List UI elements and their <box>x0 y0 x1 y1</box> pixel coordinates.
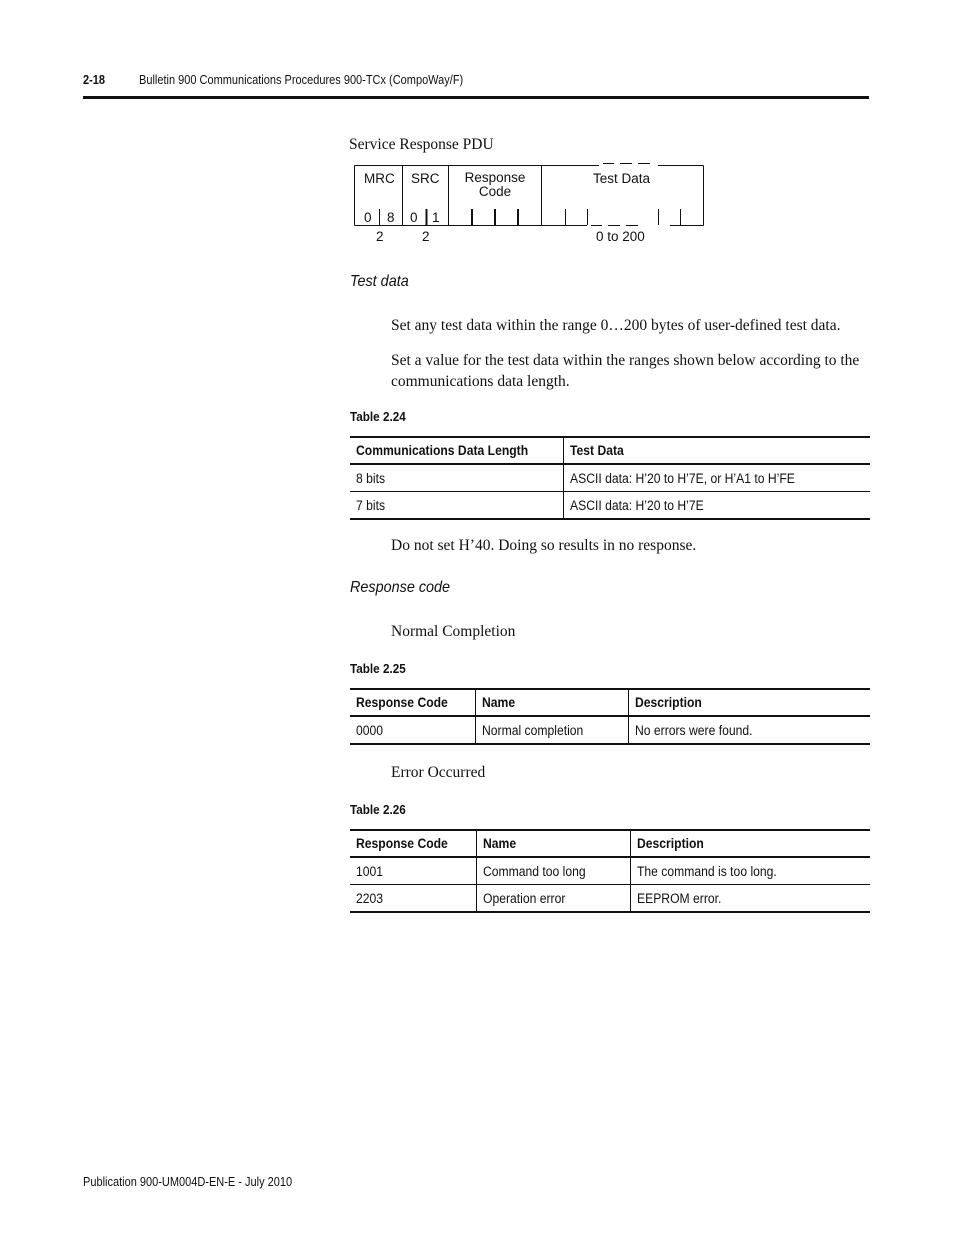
pdu-caption: Service Response PDU <box>349 136 494 153</box>
table-row <box>350 857 870 885</box>
table-cell: The command is too long. <box>630 857 870 885</box>
footer-publication: Publication 900-UM004D-EN-E - July 2010 <box>83 1175 293 1189</box>
pdu-field-mrc: MRC <box>364 171 395 186</box>
column-header: Description <box>630 830 870 857</box>
table-cell: No errors were found. <box>628 716 870 744</box>
subheading-normal-completion: Normal Completion <box>391 623 516 640</box>
pdu-mrc-value-8: 8 <box>387 210 395 225</box>
table-2-24 <box>350 436 870 520</box>
table-cell: 7 bits <box>350 492 563 520</box>
table-header-row <box>350 689 870 716</box>
table-cell: Operation error <box>476 885 630 913</box>
table-caption-2-26: Table 2.26 <box>350 802 406 817</box>
column-header: Response Code <box>350 830 476 857</box>
table-caption-2-24: Table 2.24 <box>350 409 406 424</box>
table-2-25 <box>350 688 870 745</box>
table-cell: 0000 <box>350 716 475 744</box>
column-header: Description <box>628 689 870 716</box>
table-cell: 1001 <box>350 857 476 885</box>
table-cell: Command too long <box>476 857 630 885</box>
pdu-field-response-code-line2: Code <box>478 184 512 199</box>
pdu-src-value-1: 1 <box>432 210 440 225</box>
pdu-response-ticks <box>472 209 518 225</box>
pdu-mrc-value-0: 0 <box>364 210 372 225</box>
pdu-field-test-data: Test Data <box>593 171 651 186</box>
paragraph-test-data-range: Set any test data within the range 0…200 bytes of user-defined test data. <box>391 317 841 334</box>
table-cell: ASCII data: H’20 to H’7E <box>563 492 870 520</box>
service-response-pdu-diagram <box>340 155 720 250</box>
paragraph-test-data-ranges: Set a value for the test data within the ranges shown below according to the communications data length. <box>391 352 860 390</box>
table-cell: 8 bits <box>350 464 563 492</box>
running-header-title: Bulletin 900 Communications Procedures 900-TCx (CompoWay/F) <box>139 73 464 87</box>
subheading-error-occurred: Error Occurred <box>391 764 486 781</box>
table-caption-2-25: Table 2.25 <box>350 661 406 676</box>
table-cell: Normal completion <box>475 716 628 744</box>
pdu-testdata-ticks <box>566 209 681 225</box>
table-2-26 <box>350 829 870 913</box>
section-heading-response-code: Response code <box>350 579 451 596</box>
pdu-size-src: 2 <box>422 229 430 244</box>
table-header-row <box>350 830 870 857</box>
table-row <box>350 492 870 520</box>
table-cell: EEPROM error. <box>630 885 870 913</box>
table-cell: ASCII data: H’20 to H’7E, or H’A1 to H’FE <box>563 464 870 492</box>
column-header: Name <box>476 830 630 857</box>
pdu-field-response-code-line1: Response <box>464 170 526 185</box>
table-header-row <box>350 437 870 464</box>
table-row <box>350 464 870 492</box>
table-row <box>350 716 870 744</box>
pdu-size-mrc: 2 <box>376 229 384 244</box>
pdu-field-src: SRC <box>411 171 440 186</box>
page-number: 2-18 <box>83 73 106 87</box>
header-rule <box>83 96 869 99</box>
pdu-field-response-code <box>449 171 541 199</box>
column-header: Test Data <box>563 437 870 464</box>
note-h40: Do not set H’40. Doing so results in no response. <box>391 537 697 554</box>
pdu-size-test-data: 0 to 200 <box>596 229 645 244</box>
pdu-src-value-0: 0 <box>410 210 418 225</box>
column-header: Communications Data Length <box>350 437 563 464</box>
table-row <box>350 885 870 913</box>
column-header: Name <box>475 689 628 716</box>
column-header: Response Code <box>350 689 475 716</box>
section-heading-test-data: Test data <box>350 273 409 290</box>
table-cell: 2203 <box>350 885 476 913</box>
